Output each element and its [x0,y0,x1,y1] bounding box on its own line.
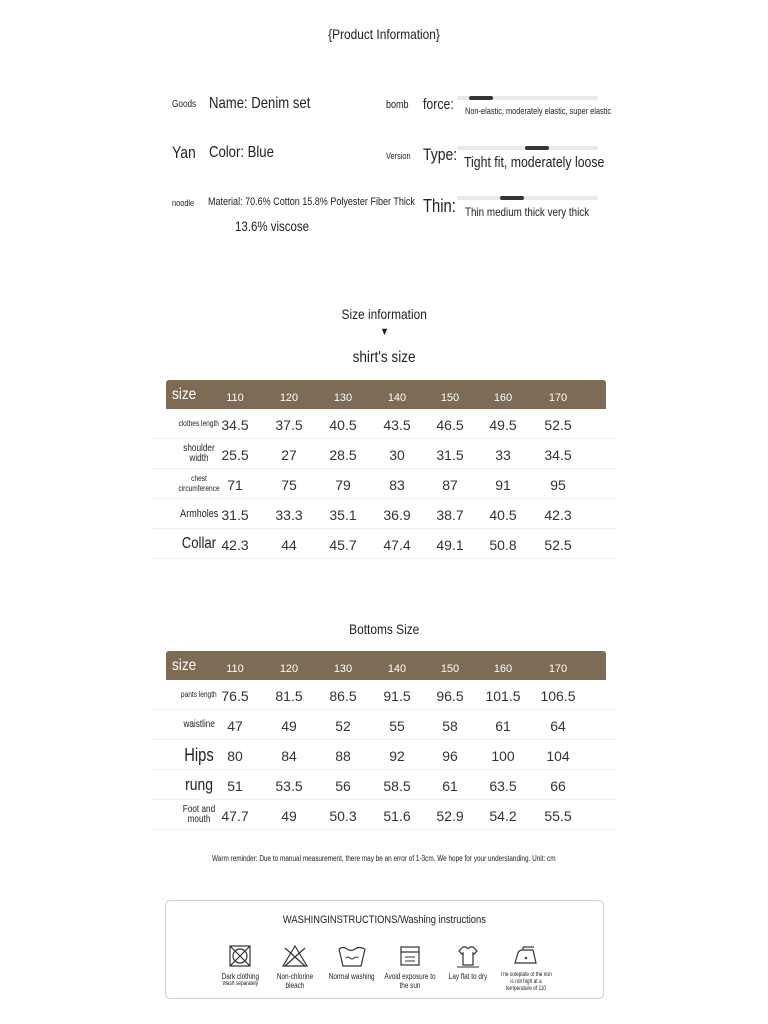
table-row [152,469,616,499]
table-cell: 81.5 [275,688,303,704]
row-label: shoulder width [183,442,215,464]
bomb-label: bomb [386,99,409,111]
row-label: Foot and mouth [182,803,216,825]
table-cell: 40.5 [489,507,517,523]
row-label: chest circumference [178,473,220,493]
fit-scale [457,146,598,150]
table-cell: 28.5 [329,447,357,463]
table-row [152,439,616,469]
table-cell: 27 [281,447,297,463]
table-cell: 52.9 [436,808,464,824]
table-cell: 49.1 [436,537,464,553]
noodle-label: noodle [172,198,195,208]
wash-basin-icon [337,943,367,969]
thickness-marker [500,196,524,200]
table-cell: 76.5 [221,688,249,704]
wash-item-normal-washing [320,943,384,981]
yan-label: Yan [172,143,196,162]
wash-label: Normal washing [329,972,375,981]
thickness-scale [457,196,598,200]
table-cell: 106.5 [540,688,576,704]
table-cell: 34.5 [544,447,572,463]
fit-scale-text: Tight fit, moderately loose [464,154,605,171]
wash-item-avoid-sun [378,943,442,990]
size-header-cell: 150 [440,392,460,404]
row-label: clothes length [178,418,220,428]
size-header-cell: 110 [226,392,244,404]
size-header-cell: 160 [493,392,513,404]
size-header-cell: 120 [279,663,299,675]
table-cell: 31.5 [436,447,464,463]
table-cell: 96 [442,748,458,764]
table-cell: 52.5 [544,417,572,433]
table-row [152,680,616,710]
thin-label: Thin: [423,196,456,216]
size-header-cell: 110 [226,663,244,675]
table-cell: 33.3 [275,507,303,523]
thickness-scale-text: Thin medium thick very thick [465,205,590,219]
type-label: Type: [423,145,458,164]
table-cell: 46.5 [436,417,464,433]
table-cell: 104 [546,748,570,764]
table-cell: 38.7 [436,507,464,523]
no-bleach-icon [281,943,309,969]
size-header-cell: 160 [493,663,513,675]
table-cell: 87 [442,477,458,493]
table-cell: 49 [281,718,297,734]
table-cell: 79 [335,477,351,493]
material-line-1: Material: 70.6% Cotton 15.8% Polyester Fiber Thick [208,196,415,208]
table-cell: 35.1 [329,507,357,523]
table-cell: 52.5 [544,537,572,553]
wash-sublabel: The soleplate of the iron is not high at a temperature of 110 [500,972,552,992]
table-cell: 86.5 [329,688,357,704]
table-row [152,770,616,800]
bottoms-size-table [152,651,616,830]
flat-dry-icon [455,943,481,969]
table-cell: 50.8 [489,537,517,553]
table-cell: 37.5 [275,417,303,433]
table-row [152,710,616,740]
table-cell: 75 [281,477,297,493]
product-name: Name: Denim set [209,95,311,112]
page-title: {Product Information} [328,26,440,42]
size-header-cell: 130 [333,392,353,404]
table-cell: 47.4 [383,537,411,553]
table-cell: 56 [335,778,351,794]
row-label: rung [185,774,213,794]
table-cell: 47 [227,718,243,734]
size-header-cell: 150 [440,663,460,675]
table-cell: 34.5 [221,417,249,433]
elasticity-scale [457,96,598,100]
table-cell: 43.5 [383,417,411,433]
table-cell: 50.3 [329,808,357,824]
size-column-label: size [172,386,197,403]
elasticity-marker [469,96,493,100]
row-label: Hips [184,744,214,765]
table-cell: 30 [389,447,405,463]
table-cell: 64 [550,718,566,734]
table-cell: 45.7 [329,537,357,553]
version-label: Version [386,151,411,161]
size-header-cell: 170 [548,392,568,404]
material-line-2: 13.6% viscose [235,218,310,234]
table-cell: 49 [281,808,297,824]
table-header [166,380,606,409]
row-label: waistline [183,718,215,730]
row-label: Collar [181,534,217,552]
size-header-cell: 170 [548,663,568,675]
table-cell: 96.5 [436,688,464,704]
table-cell: 63.5 [489,778,517,794]
table-cell: 58 [442,718,458,734]
table-cell: 25.5 [221,447,249,463]
table-cell: 66 [550,778,566,794]
table-cell: 100 [491,748,515,764]
size-column-label: size [172,657,197,674]
table-cell: 91 [495,477,511,493]
table-cell: 49.5 [489,417,517,433]
sun-dry-icon [397,943,423,969]
wash-label: Non-chlorine bleach [276,972,314,990]
table-cell: 58.5 [383,778,411,794]
table-cell: 40.5 [329,417,357,433]
table-cell: 52 [335,718,351,734]
table-cell: 51.6 [383,808,411,824]
row-label: pants length [181,689,217,699]
wash-label: Lay flat to dry [448,972,488,981]
table-row [152,409,616,439]
wash-sublabel: Wash separately [222,981,258,987]
warm-reminder: Warm reminder: Due to manual measurement, there may be an error of 1-3cm. We hope for your understanding. Unit: cm [212,854,556,863]
wash-item-no-bleach [263,943,327,990]
table-cell: 42.3 [221,537,249,553]
elasticity-scale-text: Non-elastic, moderately elastic, super elastic [465,106,612,116]
wash-label: Avoid exposure to the sun [384,972,436,990]
size-header-cell: 140 [387,663,407,675]
washing-instructions-box [165,900,604,999]
table-row [152,499,616,529]
size-header-cell: 130 [333,663,353,675]
size-info-heading: Size information [341,306,427,322]
wash-label: Dark clothing [221,972,259,981]
table-cell: 33 [495,447,511,463]
table-cell: 83 [389,477,405,493]
row-label: Armholes [179,507,219,520]
bottoms-size-heading: Bottoms Size [348,621,420,637]
washing-instructions-title: WASHINGINSTRUCTIONS/Washing instructions [283,914,486,926]
table-cell: 71 [227,477,243,493]
size-header-cell: 140 [387,392,407,404]
table-cell: 31.5 [221,507,249,523]
wash-item-iron [491,943,561,993]
table-cell: 51 [227,778,243,794]
goods-label: Goods [172,99,197,110]
product-color: Color: Blue [209,144,274,161]
down-arrow-icon: ▼ [379,326,389,338]
table-cell: 44 [281,537,297,553]
table-cell: 95 [550,477,566,493]
table-cell: 80 [227,748,243,764]
iron-icon [512,943,540,969]
size-header-cell: 120 [279,392,299,404]
table-cell: 53.5 [275,778,303,794]
table-header [166,651,606,680]
table-row [152,800,616,830]
table-cell: 84 [281,748,297,764]
table-cell: 92 [389,748,405,764]
table-cell: 47.7 [221,808,249,824]
table-cell: 61 [442,778,458,794]
fit-marker [525,146,549,150]
shirt-size-heading: shirt's size [352,349,416,366]
table-cell: 36.9 [383,507,411,523]
table-row [152,740,616,770]
table-cell: 42.3 [544,507,572,523]
table-cell: 101.5 [485,688,521,704]
no-tumble-icon [227,943,253,969]
table-cell: 54.2 [489,808,517,824]
table-cell: 61 [495,718,511,734]
table-row [152,529,616,559]
shirt-size-table [152,380,616,559]
force-label: force: [423,96,454,113]
table-cell: 88 [335,748,351,764]
table-cell: 91.5 [383,688,411,704]
table-cell: 55.5 [544,808,572,824]
table-cell: 55 [389,718,405,734]
